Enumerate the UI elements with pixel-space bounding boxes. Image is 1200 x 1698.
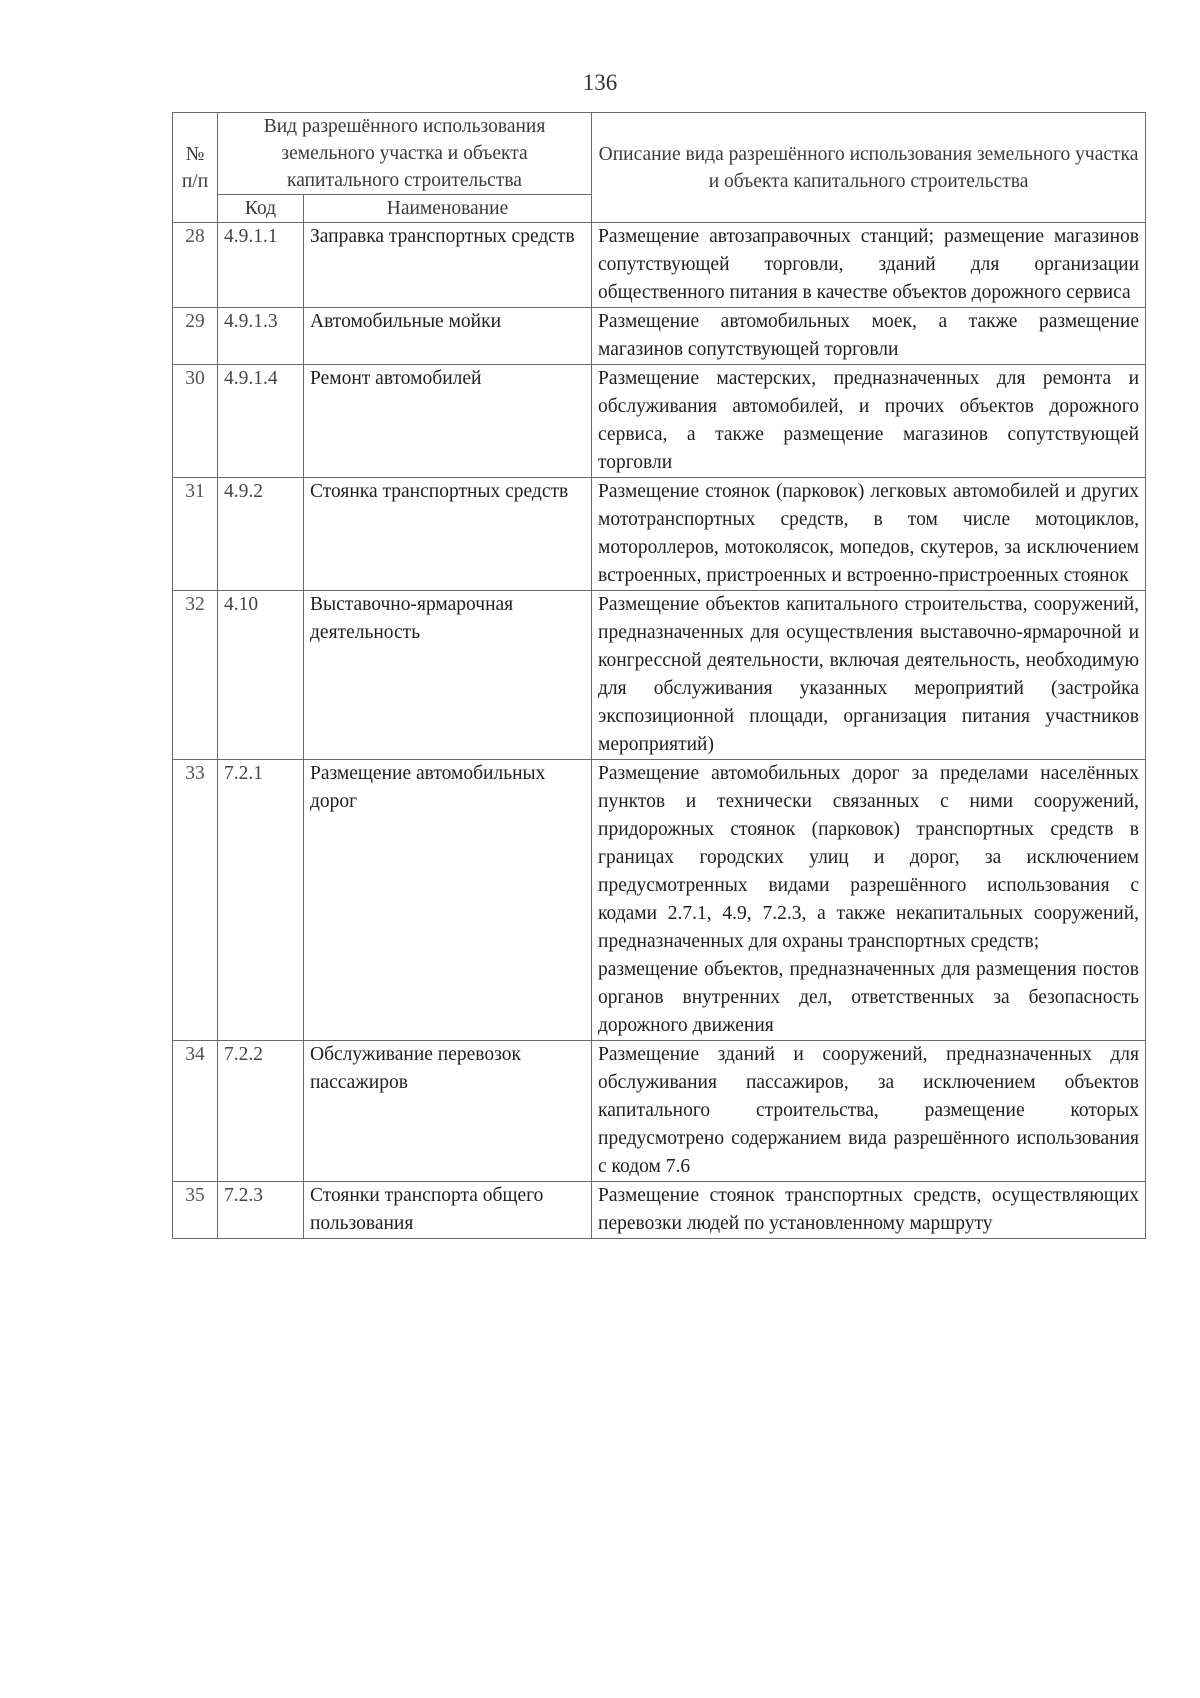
row-code: 4.9.2 bbox=[218, 478, 304, 591]
row-name: Стоянка транспортных средств bbox=[304, 478, 592, 591]
row-name: Автомобильные мойки bbox=[304, 308, 592, 365]
row-description bbox=[592, 365, 1146, 478]
row-code: 7.2.1 bbox=[218, 760, 304, 1041]
row-number: 35 bbox=[173, 1182, 218, 1239]
row-number: 30 bbox=[173, 365, 218, 478]
row-code: 4.9.1.4 bbox=[218, 365, 304, 478]
row-number: 33 bbox=[173, 760, 218, 1041]
row-number: 32 bbox=[173, 591, 218, 760]
table-row bbox=[173, 478, 1146, 591]
table-row bbox=[173, 760, 1146, 1041]
land-use-table bbox=[172, 112, 1146, 1239]
table-row bbox=[173, 365, 1146, 478]
row-description bbox=[592, 591, 1146, 760]
description-paragraph: Размещение зданий и сооружений, предназначенных для обслуживания пассажиров, за исключением объектов капитального строительства, размещение которых предусмотрено содержанием вида разрешённого использования с кодом 7.6 bbox=[598, 1044, 1140, 1177]
row-description bbox=[592, 223, 1146, 308]
row-number: 31 bbox=[173, 478, 218, 591]
header-num: № п/п bbox=[173, 113, 218, 223]
table-header bbox=[173, 113, 1146, 223]
row-number: 28 bbox=[173, 223, 218, 308]
row-code: 4.9.1.3 bbox=[218, 308, 304, 365]
row-description bbox=[592, 308, 1146, 365]
header-code: Код bbox=[218, 195, 304, 223]
description-paragraph: размещение объектов, предназначенных для размещения постов органов внутренних дел, ответственных за безопасность дорожного движения bbox=[598, 959, 1140, 1036]
row-code: 7.2.2 bbox=[218, 1041, 304, 1182]
row-number: 29 bbox=[173, 308, 218, 365]
row-number: 34 bbox=[173, 1041, 218, 1182]
description-paragraph: Размещение стоянок транспортных средств, осуществляющих перевозки людей по установленному маршруту bbox=[598, 1185, 1140, 1234]
description-paragraph: Размещение мастерских, предназначенных для ремонта и обслуживания автомобилей, и прочих объектов дорожного сервиса, а также размещение магазинов сопутствующей торговли bbox=[598, 368, 1140, 473]
row-name: Обслуживание перевозок пассажиров bbox=[304, 1041, 592, 1182]
description-paragraph: Размещение автозаправочных станций; размещение магазинов сопутствующей торговли, зданий для организации общественного питания в качестве объектов дорожного сервиса bbox=[598, 226, 1140, 303]
row-description bbox=[592, 760, 1146, 1041]
row-description bbox=[592, 478, 1146, 591]
page-number: 136 bbox=[582, 70, 618, 95]
row-code: 4.10 bbox=[218, 591, 304, 760]
row-description bbox=[592, 1041, 1146, 1182]
row-name: Выставочно-ярмарочная деятельность bbox=[304, 591, 592, 760]
row-code: 4.9.1.1 bbox=[218, 223, 304, 308]
table-row bbox=[173, 1041, 1146, 1182]
header-description: Описание вида разрешённого использования земельного участка и объекта капитального строительства bbox=[592, 113, 1146, 223]
table-body bbox=[173, 223, 1146, 1239]
table-row bbox=[173, 223, 1146, 308]
description-paragraph: Размещение автомобильных дорог за пределами населённых пунктов и технически связанных с ними сооружений, придорожных стоянок (парковок) транспортных средств в границах городских улиц и дорог, за исключением предусмотренных видами разрешённого использования с кодами 2.7.1, 4.9, 7.2.3, а также некапитальных сооружений, предназначенных для охраны транспортных средств; bbox=[598, 763, 1140, 952]
header-group: Вид разрешённого использования земельного участка и объекта капитального строительства bbox=[218, 113, 592, 195]
description-paragraph: Размещение стоянок (парковок) легковых автомобилей и других мототранспортных средств, в том числе мотоциклов, мотороллеров, мотоколясок, мопедов, скутеров, за исключением встроенных, пристроенных и встроенно-пристроенных стоянок bbox=[598, 481, 1140, 586]
table-row bbox=[173, 308, 1146, 365]
row-name: Стоянки транспорта общего пользования bbox=[304, 1182, 592, 1239]
description-paragraph: Размещение автомобильных моек, а также размещение магазинов сопутствующей торговли bbox=[598, 311, 1140, 360]
header-name: Наименование bbox=[304, 195, 592, 223]
row-code: 7.2.3 bbox=[218, 1182, 304, 1239]
table-row bbox=[173, 1182, 1146, 1239]
row-description bbox=[592, 1182, 1146, 1239]
table-row bbox=[173, 591, 1146, 760]
description-paragraph: Размещение объектов капитального строительства, сооружений, предназначенных для осуществления выставочно-ярмарочной и конгрессной деятельности, включая деятельность, необходимую для обслуживания указанных мероприятий (застройка экспозиционной площади, организация питания участников мероприятий) bbox=[598, 594, 1140, 755]
row-name: Заправка транспортных средств bbox=[304, 223, 592, 308]
row-name: Ремонт автомобилей bbox=[304, 365, 592, 478]
row-name: Размещение автомобильных дорог bbox=[304, 760, 592, 1041]
